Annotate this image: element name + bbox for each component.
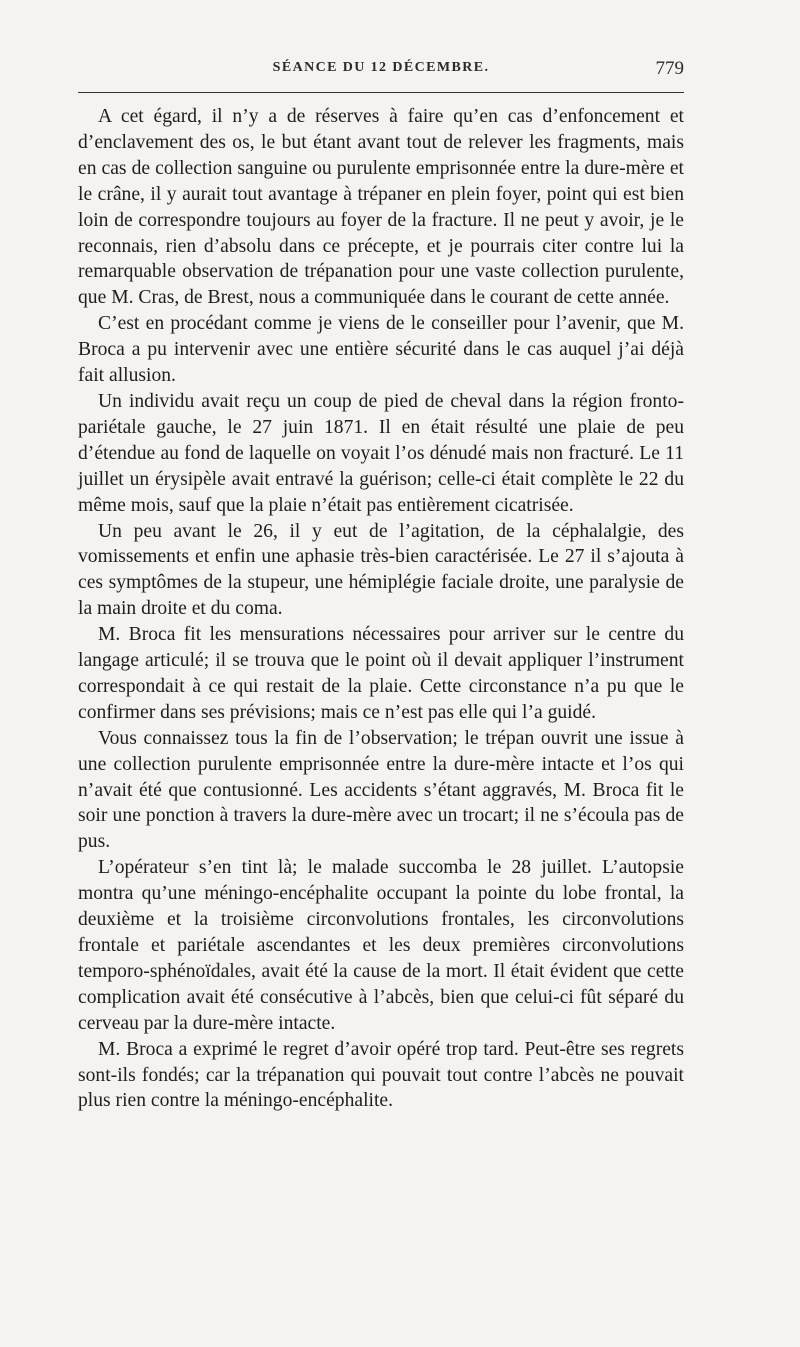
paragraph: M. Broca a exprimé le regret d’avoir opéré trop tard. Peut-être ses regrets sont-ils fondés; car la trépanation qui pouvait tout contre l’abcès ne pouvait plus rien contre la méningo-encéphalite. — [78, 1038, 684, 1112]
paragraph: M. Broca fit les mensurations nécessaires pour arriver sur le centre du langage articulé; il se trouva que le point où il devait appliquer l’instrument correspondait à ce qui restait de la plaie. Cette circonstance n’a pu que le confirmer dans ses prévisions; mais ce n’est pas elle qui l’a guidé. — [78, 624, 684, 723]
paragraph: Un individu avait reçu un coup de pied de cheval dans la région fronto-pariétale gauche, le 27 juin 1871. Il en était résulté une plaie de peu d’étendue au fond de laquelle on voyait l’os dénudé mais non fracturé. Le 11 juillet un érysipèle avait entravé la guérison; celle-ci était complète le 22 du même mois, sauf que la plaie n’était pas entièrement cicatrisée. — [78, 390, 684, 516]
paragraph: L’opérateur s’en tint là; le malade succomba le 28 juillet. L’autopsie montra qu’une méningo-encéphalite occupant la pointe du lobe frontal, la deuxième et la troisième circonvolutions frontales, les circonvolutions frontale et pariétale ascendantes et les deux premières circonvolutions temporo-sphénoïdales, avait été la cause de la mort. Il était évident que cette complication avait été consécutive à l’abcès, bien que celui-ci fût séparé du cerveau par la dure-mère intacte. — [78, 857, 684, 1034]
body-text — [78, 104, 684, 1114]
paragraph: Vous connaissez tous la fin de l’observation; le trépan ouvrit une issue à une collection purulente emprisonnée entre la dure-mère intacte et l’os qui n’avait été que contusionné. Les accidents s’étant aggravés, M. Broca fit le soir une ponction à travers la dure-mère avec un trocart; il ne s’écoula pas de pus. — [78, 727, 684, 853]
paragraph: C’est en procédant comme je viens de le conseiller pour l’avenir, que M. Broca a pu intervenir avec une entière sécurité dans le cas auquel j’ai déjà fait allusion. — [78, 313, 684, 387]
running-title: SÉANCE DU 12 DÉCEMBRE. — [272, 60, 490, 75]
running-head — [78, 56, 684, 86]
paragraph: A cet égard, il n’y a de réserves à faire qu’en cas d’enfoncement et d’enclavement des os, le but étant avant tout de relever les fragments, mais en cas de collection sanguine ou purulente emprisonnée entre la dure-mère et le crâne, il y aurait tout avantage à trépaner en plein foyer, point qui est bien loin de correspondre toujours au foyer de la fracture. Il ne peut y avoir, je le reconnais, rien d’absolu dans ce précepte, et je pourrais citer contre lui la remarquable observation de trépanation pour une vaste collection purulente, que M. Cras, de Brest, nous a communiquée dans le courant de cette année. — [78, 106, 684, 309]
page-number: 779 — [655, 58, 684, 79]
paragraph: Un peu avant le 26, il y eut de l’agitation, de la céphalalgie, des vomissements et enfin une aphasie très-bien caractérisée. Le 27 il s’ajouta à ces symptômes de la stupeur, une hémiplégie faciale droite, une paralysie de la main droite et du coma. — [78, 520, 684, 620]
header-rule — [78, 92, 684, 93]
